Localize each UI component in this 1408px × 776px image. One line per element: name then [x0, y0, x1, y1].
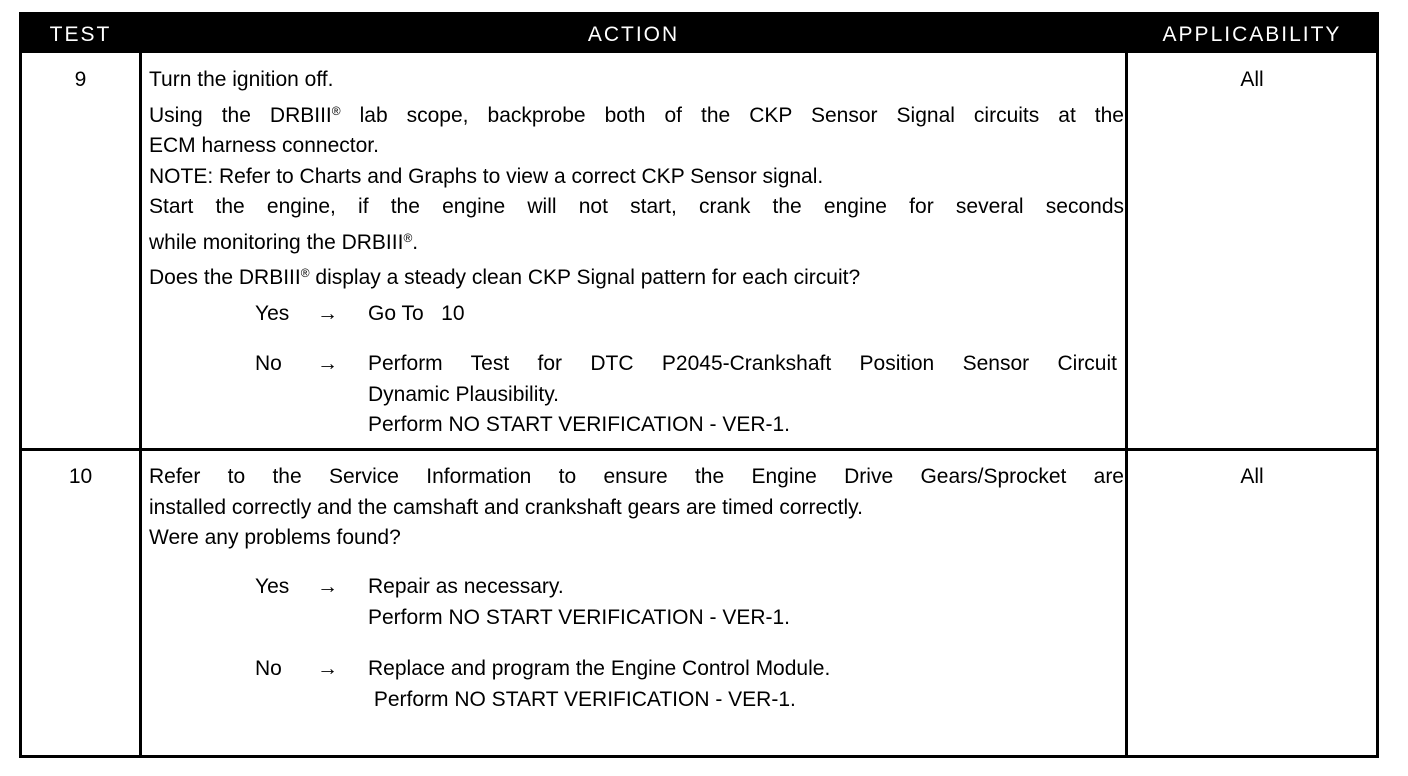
- action-line: Using the DRBIII® lab scope, backprobe both of the CKP Sensor Signal circuits at the: [149, 103, 1124, 127]
- no-result: [368, 654, 830, 715]
- action-line: NOTE: Refer to Charts and Graphs to view a correct CKP Sensor signal.: [149, 164, 824, 188]
- applicability-value: All: [1240, 68, 1264, 91]
- action-line: while monitoring the DRBIII®.: [149, 230, 419, 254]
- table-header: [22, 15, 1376, 53]
- diagnostic-table: [19, 12, 1379, 758]
- test-number: 10: [68, 465, 93, 488]
- action-line: Refer to the Service Information to ensure the Engine Drive Gears/Sprocket are: [149, 465, 1124, 488]
- arrow-right-icon: →: [317, 657, 338, 680]
- header-action: ACTION: [587, 23, 680, 46]
- action-line: ECM harness connector.: [149, 134, 379, 157]
- registered-mark: ®: [403, 230, 413, 245]
- result-line: Go To 10: [368, 302, 465, 325]
- test-number: 9: [74, 68, 87, 91]
- no-label: No: [255, 352, 282, 375]
- arrow-right-icon: →: [317, 302, 338, 325]
- row-divider: [22, 448, 1376, 451]
- action-text: [149, 462, 1124, 554]
- result-line: Perform NO START VERIFICATION - VER-1.: [368, 605, 790, 629]
- action-line: installed correctly and the camshaft and crankshaft gears are timed correctly.: [149, 495, 863, 519]
- result-line: Repair as necessary.: [368, 575, 564, 598]
- result-line: Replace and program the Engine Control Module.: [368, 657, 831, 680]
- header-test: TEST: [49, 23, 112, 46]
- registered-mark: ®: [300, 266, 310, 280]
- registered-mark: ®: [331, 103, 341, 118]
- yes-label: Yes: [255, 575, 290, 598]
- action-line: Start the engine, if the engine will not start, crank the engine for several seconds: [149, 195, 1124, 218]
- no-label: No: [255, 657, 282, 680]
- column-divider: [1125, 15, 1128, 755]
- action-line: Turn the ignition off.: [149, 68, 334, 91]
- applicability-value: All: [1240, 465, 1264, 488]
- column-divider: [139, 15, 142, 755]
- arrow-right-icon: →: [317, 575, 338, 598]
- action-line: Does the DRBIII® display a steady clean CKP Signal pattern for each circuit?: [149, 266, 861, 289]
- header-applicability: APPLICABILITY: [1162, 23, 1342, 46]
- result-line: Dynamic Plausibility.: [368, 382, 559, 406]
- result-line: Perform NO START VERIFICATION - VER-1.: [368, 687, 796, 711]
- result-line: Perform NO START VERIFICATION - VER-1.: [368, 413, 790, 436]
- result-line: Perform Test for DTC P2045-Crankshaft Position Sensor Circuit: [368, 352, 1117, 375]
- arrow-right-icon: →: [317, 352, 338, 375]
- yes-label: Yes: [255, 302, 290, 325]
- action-line: Were any problems found?: [149, 526, 401, 549]
- yes-result: [368, 572, 790, 633]
- action-text: [149, 65, 1124, 294]
- yes-result: [368, 299, 465, 330]
- no-result: [368, 349, 1117, 441]
